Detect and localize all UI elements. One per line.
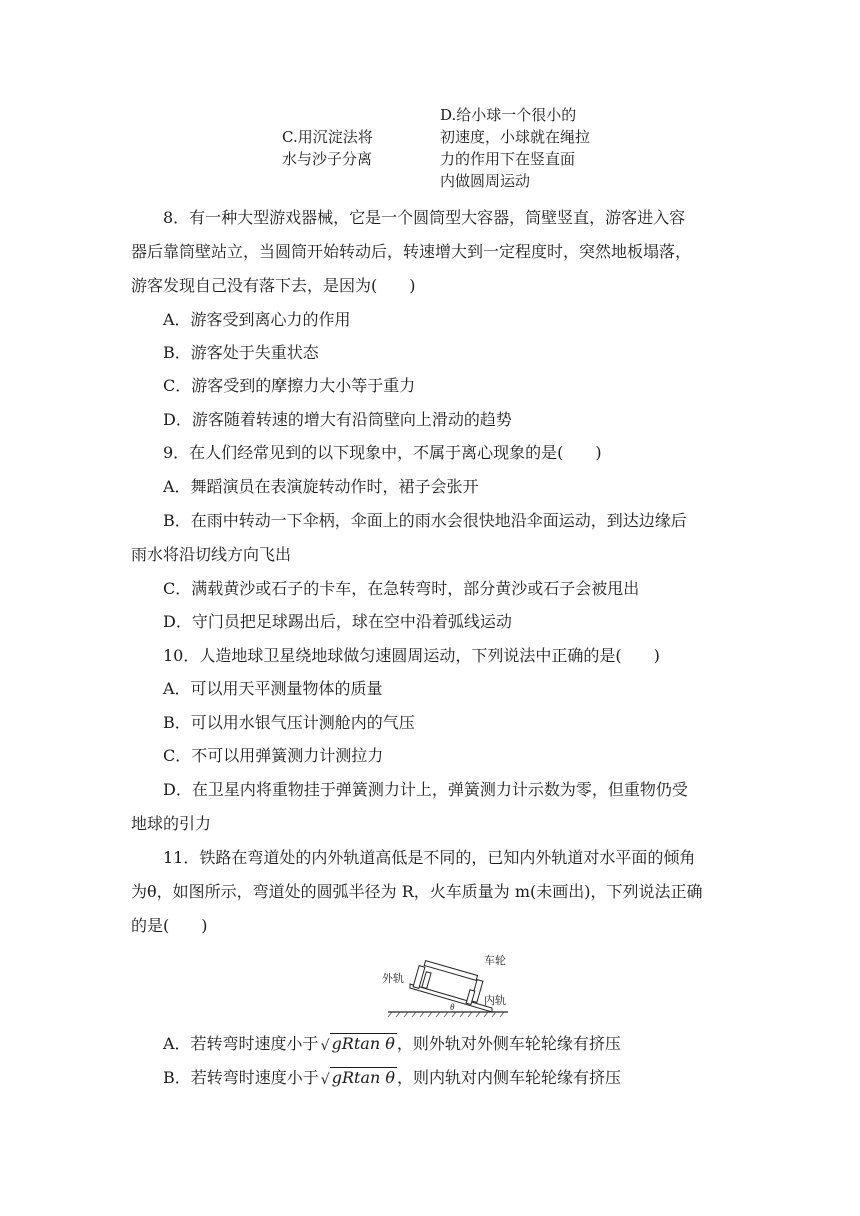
- q11-stem-line-3: 的是( ): [131, 916, 208, 935]
- q10-option-b: B．可以用水银气压计测舱内的气压: [163, 713, 415, 732]
- label-outer-rail: 外轨: [382, 973, 404, 985]
- q10-option-c: C．不可以用弹簧测力计测拉力: [163, 746, 384, 765]
- q8-stem-line-1: 8．有一种大型游戏器械，它是一个圆筒型大容器，筒壁竖直，游客进入容: [163, 208, 686, 227]
- q8-stem-line-3: 游客发现自己没有落下去，是因为( ): [131, 276, 416, 295]
- option-d-caption-line-2: 初速度，小球就在绳拉: [440, 128, 591, 146]
- q9-option-c: C．满载黄沙或石子的卡车，在急转弯时，部分黄沙或石子会被甩出: [163, 579, 640, 598]
- q9-option-b-line-2: 雨水将沿切线方向飞出: [131, 545, 292, 564]
- q8-option-a: A．游客受到离心力的作用: [163, 310, 351, 329]
- label-inner-rail: 内轨: [484, 995, 506, 1007]
- q10-option-a: A．可以用天平测量物体的质量: [163, 679, 383, 698]
- axle: [424, 961, 477, 981]
- q8-option-b: B．游客处于失重状态: [163, 343, 319, 362]
- sqrt-expression: √ gRtan θ: [320, 1068, 396, 1088]
- q11-option-a: [163, 1034, 621, 1054]
- ground-hatching: [388, 1012, 504, 1017]
- banked-track-diagram: [380, 942, 510, 1022]
- q9-option-a: A．舞蹈演员在表演旋转动作时，裙子会张开: [163, 477, 479, 496]
- q8-option-d: D．游客随着转速的增大有沿筒壁向上滑动的趋势: [163, 410, 512, 429]
- sqrt-expression: √ gRtan θ: [320, 1034, 395, 1054]
- q11-stem-line-2: 为θ，如图所示，弯道处的圆弧半径为 R，火车质量为 m(未画出)，下列说法正确: [131, 882, 703, 901]
- option-d-caption-line-1: D.给小球一个很小的: [440, 106, 577, 124]
- q11-option-b-prefix: B．若转弯时速度小于: [163, 1068, 319, 1087]
- option-c-caption-line-2: 水与沙子分离: [282, 150, 373, 168]
- option-d-caption-line-3: 力的作用下在竖直面: [440, 150, 576, 168]
- q11-option-a-prefix: A．若转弯时速度小于: [163, 1034, 319, 1053]
- q10-stem-line-1: 10．人造地球卫星绕地球做匀速圆周运动，下列说法中正确的是( ): [163, 646, 660, 665]
- sqrt-radicand: gRtan θ: [331, 1068, 396, 1087]
- q9-stem-line-1: 9．在人们经常见到的以下现象中，不属于离心现象的是( ): [163, 443, 602, 462]
- option-c-caption-line-1: C.用沉淀法将: [282, 128, 373, 146]
- q9-option-b-line-1: B．在雨中转动一下伞柄，伞面上的雨水会很快地沿伞面运动，到达边缘后: [163, 511, 687, 530]
- sqrt-radicand: gRtan θ: [331, 1034, 395, 1053]
- banked-track-figure: [380, 942, 510, 1022]
- q9-option-d: D．守门员把足球踢出后，球在空中沿着弧线运动: [163, 612, 512, 631]
- option-d-caption-line-4: 内做圆周运动: [440, 172, 531, 190]
- label-angle: θ: [450, 1002, 455, 1012]
- q11-option-a-suffix: ，则外轨对外侧车轮轮缘有挤压: [396, 1034, 621, 1053]
- q11-option-b-suffix: ，则内轨对内侧车轮轮缘有挤压: [397, 1068, 622, 1087]
- q10-option-d-line-2: 地球的引力: [131, 814, 212, 833]
- q8-stem-line-2: 器后靠筒壁站立，当圆筒开始转动后，转速增大到一定程度时，突然地板塌落，: [131, 242, 692, 261]
- q11-option-b: [163, 1068, 621, 1088]
- q11-stem-line-1: 11．铁路在弯道处的内外轨道高低是不同的，已知内外轨道对水平面的倾角: [163, 848, 696, 867]
- q10-option-d-line-1: D．在卫星内将重物挂于弹簧测力计上，弹簧测力计示数为零，但重物仍受: [163, 780, 688, 799]
- label-wheel: 车轮: [484, 955, 506, 967]
- q8-option-c: C．游客受到的摩擦力大小等于重力: [163, 376, 416, 395]
